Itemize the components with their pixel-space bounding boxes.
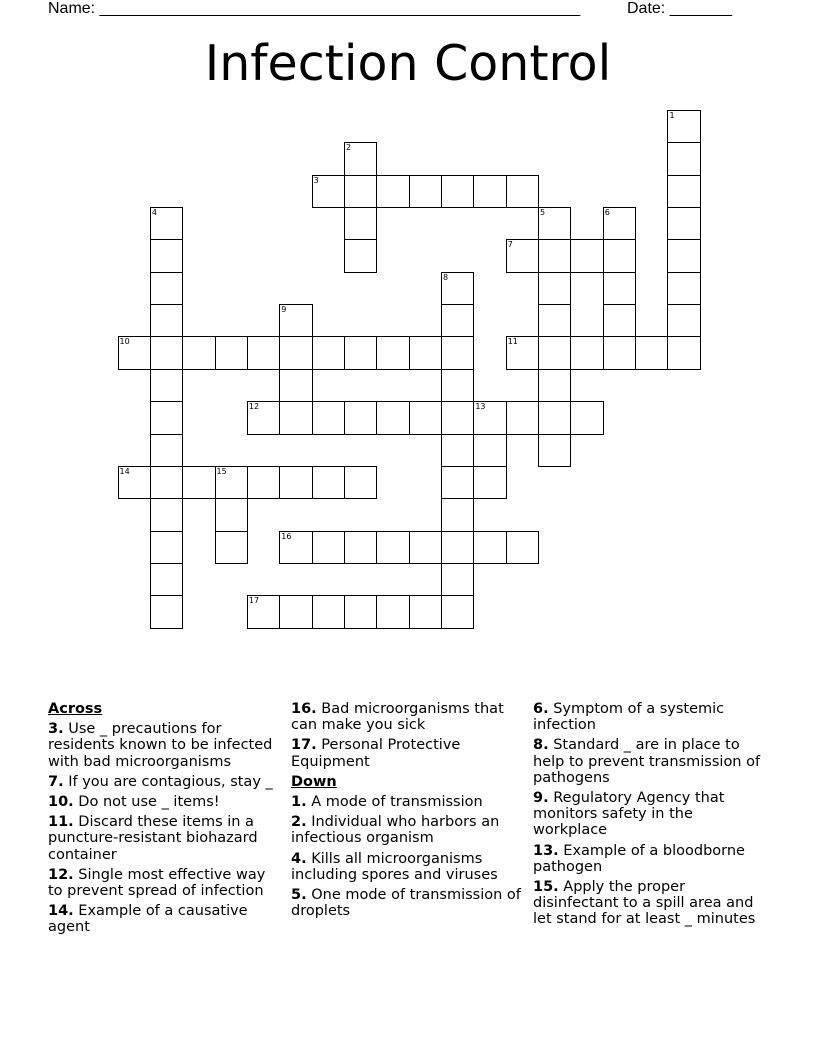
clue-text: Example of a bloodborne pathogen	[533, 842, 745, 875]
cell-number: 7	[507, 240, 513, 250]
grid-cell[interactable]	[570, 239, 603, 272]
grid-cell[interactable]	[506, 401, 539, 434]
grid-cell[interactable]	[506, 175, 539, 208]
grid-cell[interactable]	[667, 207, 700, 240]
clue-across-16	[291, 701, 527, 733]
grid-cell[interactable]	[538, 336, 571, 369]
grid-cell[interactable]	[603, 239, 636, 272]
grid-cell[interactable]	[150, 563, 183, 596]
down-heading: Down	[291, 773, 337, 790]
clue-text: Bad microorganisms that can make you sick	[291, 701, 504, 734]
grid-cell[interactable]	[215, 336, 248, 369]
cell-number: 13	[475, 402, 486, 412]
grid-cell[interactable]	[441, 304, 474, 337]
grid-cell[interactable]	[473, 401, 506, 434]
cell-number: 4	[151, 208, 157, 218]
grid-cell[interactable]	[118, 466, 151, 499]
cell-number: 15	[216, 466, 227, 476]
grid-cell[interactable]	[635, 336, 668, 369]
grid-cell[interactable]	[182, 466, 215, 499]
grid-cell[interactable]	[538, 207, 571, 240]
grid-cell[interactable]	[376, 595, 409, 628]
grid-cell[interactable]	[247, 336, 280, 369]
name-field[interactable]: Name: ______________________________________________________	[48, 0, 581, 17]
clue-number: 5.	[291, 887, 307, 904]
clue-number: 9.	[533, 790, 549, 807]
grid-cell[interactable]	[312, 401, 345, 434]
grid-cell[interactable]	[570, 401, 603, 434]
cell-number: 2	[345, 143, 352, 153]
grid-cell[interactable]	[150, 272, 183, 305]
clue-number: 16.	[291, 701, 317, 717]
grid-cell[interactable]	[279, 336, 312, 369]
clue-text: Do not use _ items!	[78, 794, 220, 811]
grid-cell[interactable]	[150, 531, 183, 564]
clue-number: 3.	[48, 721, 64, 738]
grid-cell[interactable]	[150, 401, 183, 434]
clue-text: Symptom of a systemic infection	[533, 701, 725, 734]
cell-number: 12	[248, 402, 260, 412]
grid-cell[interactable]	[279, 304, 312, 337]
grid-cell[interactable]	[603, 272, 636, 305]
clue-number: 2.	[291, 814, 307, 831]
grid-cell[interactable]	[279, 595, 312, 628]
clue-number: 15.	[533, 879, 559, 896]
grid-cell[interactable]	[247, 466, 280, 499]
grid-cell[interactable]	[215, 498, 248, 531]
clue-down-2	[291, 814, 527, 846]
grid-cell[interactable]	[344, 336, 377, 369]
clue-text: Use _ precautions for residents known to be infected with bad microorganisms	[48, 721, 273, 770]
grid-cell[interactable]	[279, 531, 312, 564]
grid-cell[interactable]	[473, 466, 506, 499]
clue-across-17	[291, 737, 527, 769]
clue-number: 11.	[48, 814, 74, 831]
cell-number: 3	[313, 175, 319, 185]
cell-number: 17	[248, 596, 260, 606]
grid-cell[interactable]	[667, 304, 700, 337]
clues-column-1	[48, 701, 284, 940]
grid-cell[interactable]	[538, 304, 571, 337]
clue-down-4	[291, 851, 527, 883]
clue-text: A mode of transmission	[311, 794, 483, 811]
clue-across-12	[48, 867, 284, 899]
cell-number: 5	[540, 208, 546, 218]
grid-cell[interactable]	[441, 434, 474, 467]
cell-number: 1	[669, 111, 675, 120]
cell-number: 14	[119, 466, 130, 476]
grid-cell[interactable]	[247, 401, 280, 434]
grid-cell[interactable]	[441, 498, 474, 531]
clue-text: Individual who harbors an infectious organism	[291, 814, 500, 847]
clue-number: 17.	[291, 737, 317, 754]
clue-text: If you are contagious, stay _	[68, 773, 273, 790]
clue-text: One mode of transmission of droplets	[291, 887, 521, 920]
grid-cell[interactable]	[667, 239, 700, 272]
grid-cell[interactable]	[344, 401, 377, 434]
cell-number: 10	[119, 337, 130, 347]
clue-down-15	[533, 879, 769, 928]
grid-cell[interactable]	[344, 175, 377, 208]
clue-text: Apply the proper disinfectant to a spill area and let stand for at least _ minutes	[533, 879, 756, 928]
clue-number: 7.	[48, 773, 64, 790]
grid-cell[interactable]	[538, 434, 571, 467]
grid-cell[interactable]	[150, 466, 183, 499]
grid-cell[interactable]	[506, 239, 539, 272]
grid-cell[interactable]	[279, 369, 312, 402]
grid-cell[interactable]	[667, 336, 700, 369]
grid-cell[interactable]	[150, 595, 183, 628]
clue-text: Regulatory Agency that monitors safety in the workplace	[533, 790, 725, 839]
grid-cell[interactable]	[538, 401, 571, 434]
clue-down-8	[533, 737, 769, 786]
grid-cell[interactable]	[473, 175, 506, 208]
grid-cell[interactable]	[215, 531, 248, 564]
page-title: Infection Control	[204, 35, 612, 92]
grid-cell[interactable]	[441, 272, 474, 305]
grid-cell[interactable]	[538, 239, 571, 272]
grid-cell[interactable]	[150, 369, 183, 402]
grid-cell[interactable]	[150, 336, 183, 369]
grid-cell[interactable]	[150, 239, 183, 272]
clue-text: Discard these items in a puncture-resistant biohazard container	[48, 814, 258, 863]
clue-across-10	[48, 794, 284, 810]
grid-cell[interactable]	[603, 336, 636, 369]
grid-cell[interactable]	[441, 175, 474, 208]
grid-cell[interactable]	[506, 531, 539, 564]
clue-text: Single most effective way to prevent spread of infection	[48, 866, 266, 900]
clues-column-2	[291, 701, 527, 923]
clue-down-5	[291, 887, 527, 919]
grid-cell[interactable]	[312, 175, 345, 208]
grid-cell[interactable]	[538, 369, 571, 402]
grid-cell[interactable]	[150, 207, 183, 240]
cell-number: 8	[443, 272, 449, 282]
cell-number: 6	[604, 208, 610, 218]
clue-number: 8.	[533, 737, 549, 754]
clue-number: 10.	[48, 794, 74, 811]
grid-cell[interactable]	[215, 466, 248, 499]
clue-text: Standard _ are in place to help to prevent transmission of pathogens	[533, 737, 761, 786]
grid-cell[interactable]	[118, 336, 151, 369]
clue-text: Personal Protective Equipment	[291, 737, 461, 770]
grid-cell[interactable]	[344, 142, 377, 175]
clue-number: 13.	[533, 842, 559, 859]
date-field[interactable]: Date: _______	[627, 0, 732, 17]
clue-number: 14.	[48, 903, 74, 920]
grid-cell[interactable]	[279, 401, 312, 434]
clue-text: Kills all microorganisms including spores and viruses	[291, 850, 498, 883]
grid-cell[interactable]	[441, 336, 474, 369]
grid-cell[interactable]	[441, 531, 474, 564]
clue-down-13	[533, 843, 769, 875]
grid-cell[interactable]	[603, 207, 636, 240]
grid-cell[interactable]	[150, 498, 183, 531]
grid-cell[interactable]	[376, 401, 409, 434]
grid-cell[interactable]	[312, 595, 345, 628]
clue-number: 1.	[291, 794, 307, 811]
cell-number: 11	[507, 337, 518, 347]
cell-number: 16	[281, 531, 292, 541]
grid-cell[interactable]	[473, 531, 506, 564]
grid-cell[interactable]	[344, 595, 377, 628]
clue-number: 6.	[533, 701, 549, 717]
grid-cell[interactable]	[344, 531, 377, 564]
grid-cell[interactable]	[150, 304, 183, 337]
clue-number: 4.	[291, 850, 307, 867]
grid-cell[interactable]	[441, 466, 474, 499]
grid-cell[interactable]	[182, 336, 215, 369]
grid-cell[interactable]	[344, 239, 377, 272]
clue-across-11	[48, 814, 284, 863]
grid-cell[interactable]	[150, 434, 183, 467]
clue-across-14	[48, 903, 284, 935]
clue-down-9	[533, 790, 769, 839]
grid-cell[interactable]	[376, 175, 409, 208]
across-heading: Across	[48, 701, 103, 717]
grid-cell[interactable]	[538, 272, 571, 305]
grid-cell[interactable]	[441, 401, 474, 434]
grid-cell[interactable]	[376, 336, 409, 369]
grid-cell[interactable]	[344, 207, 377, 240]
grid-cell[interactable]	[667, 175, 700, 208]
grid-cell[interactable]	[441, 595, 474, 628]
grid-cell[interactable]	[667, 142, 700, 175]
grid-cell[interactable]	[409, 175, 442, 208]
grid-cell[interactable]	[312, 336, 345, 369]
cell-number: 9	[281, 305, 287, 315]
grid-cell[interactable]	[279, 466, 312, 499]
clue-across-7	[48, 774, 284, 790]
grid-cell[interactable]	[570, 336, 603, 369]
clue-down-6	[533, 701, 769, 733]
grid-cell[interactable]	[473, 434, 506, 467]
grid-cell[interactable]	[667, 110, 700, 143]
grid-cell[interactable]	[376, 531, 409, 564]
grid-cell[interactable]	[506, 336, 539, 369]
grid-cell[interactable]	[603, 304, 636, 337]
grid-cell[interactable]	[441, 563, 474, 596]
grid-cell[interactable]	[441, 369, 474, 402]
grid-cell[interactable]	[667, 272, 700, 305]
grid-cell[interactable]	[409, 531, 442, 564]
grid-cell[interactable]	[409, 401, 442, 434]
grid-cell[interactable]	[312, 531, 345, 564]
clue-number: 12.	[48, 866, 74, 883]
clues-column-3	[533, 701, 769, 932]
clue-down-1	[291, 794, 527, 810]
grid-cell[interactable]	[409, 336, 442, 369]
grid-cell[interactable]	[344, 466, 377, 499]
grid-cell[interactable]	[247, 595, 280, 628]
grid-cell[interactable]	[409, 595, 442, 628]
clue-across-3	[48, 721, 284, 770]
grid-cell[interactable]	[312, 466, 345, 499]
clue-text: Example of a causative agent	[48, 903, 248, 936]
